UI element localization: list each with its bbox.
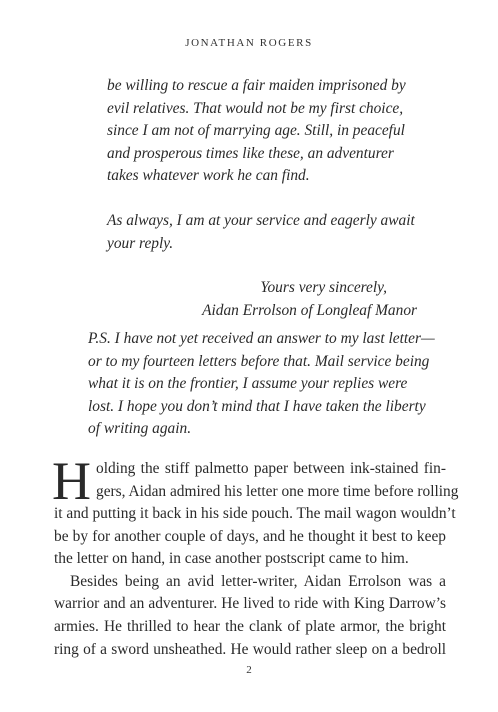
body-line: the letter on hand, in case another postscript came to him. <box>54 550 409 568</box>
running-head: JONATHAN ROGERS <box>185 37 313 49</box>
body-line: ring of a sword unsheathed. He would rather sleep on a bedroll <box>54 640 446 658</box>
postscript-line: lost. I hope you don’t mind that I have taken the liberty <box>88 397 426 415</box>
body-line: armies. He thrilled to hear the clank of plate armor, the bright <box>54 617 446 635</box>
letter-signature: Aidan Errolson of Longleaf Manor <box>202 301 417 319</box>
body-line: Besides being an avid letter-writer, Aidan Errolson was a <box>70 572 446 590</box>
letter-closing: Yours very sincerely, <box>260 279 387 297</box>
letter-line: since I am not of marrying age. Still, in peaceful <box>107 122 405 140</box>
body-line: it and putting it back in his side pouch. The mail wagon wouldn’t <box>54 505 456 522</box>
letter-block <box>107 75 417 322</box>
drop-cap: H <box>52 451 91 511</box>
postscript-line: of writing again. <box>88 420 192 438</box>
page-number: 2 <box>246 664 252 676</box>
postscript-line: P.S. I have not yet received an answer to my last letter— <box>88 330 435 347</box>
body-line: warrior and an adventurer. He lived to ride with King Darrow’s <box>54 595 446 613</box>
postscript-block <box>88 328 435 441</box>
letter-line: evil relatives. That would not be my first choice, <box>107 99 404 117</box>
body-text <box>52 451 459 661</box>
letter-line: takes whatever work he can find. <box>107 167 310 185</box>
letter-line: be willing to rescue a fair maiden imprisoned by <box>107 77 406 94</box>
body-line: be by for another couple of days, and he thought it best to keep <box>54 527 446 545</box>
postscript-line: or to my fourteen letters before that. Mail service being <box>88 352 430 370</box>
body-line: gers, Aidan admired his letter one more time before rolling <box>96 482 459 500</box>
body-line: olding the stiff palmetto paper between ink-stained fin- <box>96 460 446 477</box>
letter-line: your reply. <box>107 234 174 252</box>
letter-line: and prosperous times like these, an adventurer <box>107 144 394 162</box>
postscript-line: what it is on the frontier, I assume your replies were <box>88 375 408 393</box>
letter-line: As always, I am at your service and eagerly await <box>107 211 415 229</box>
